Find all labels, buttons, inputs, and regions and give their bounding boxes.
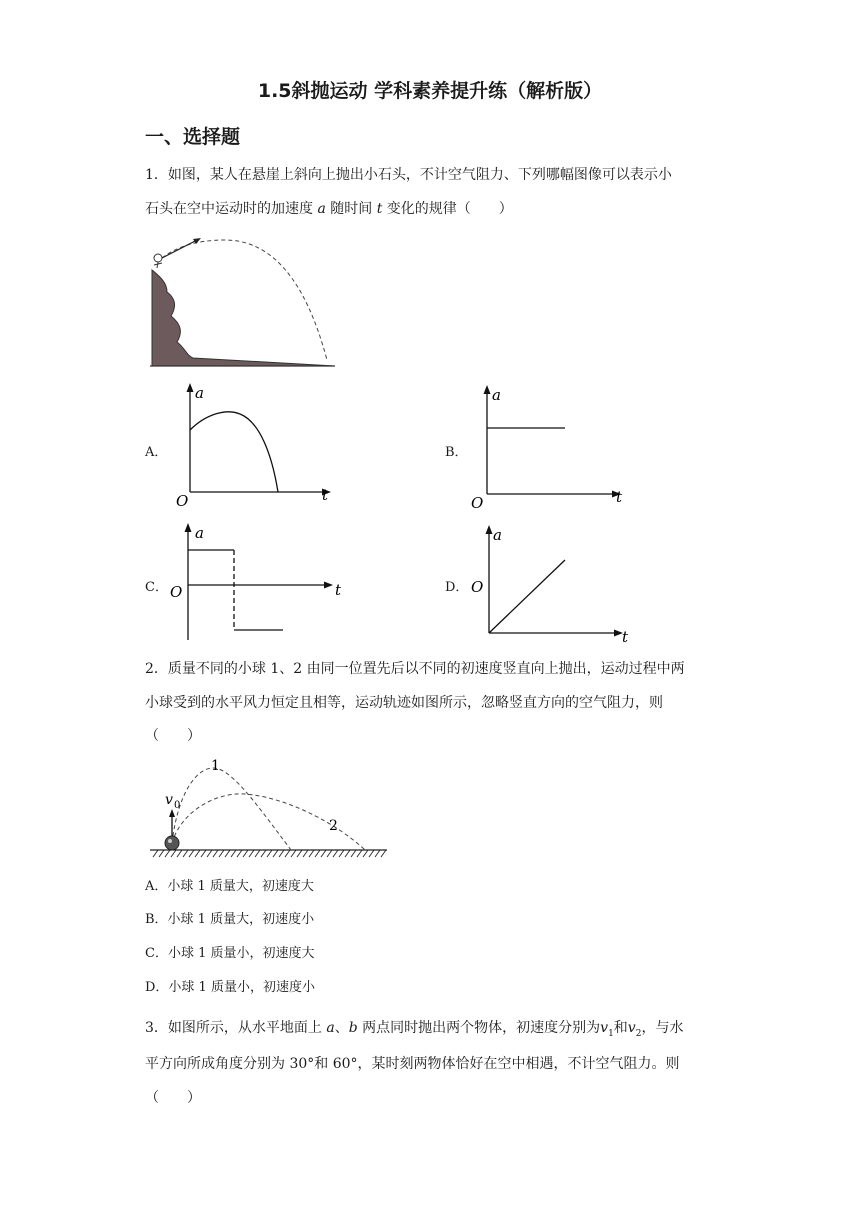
q3-stem-line3: （ ） (145, 1090, 201, 1106)
ground-hatch (207, 850, 212, 857)
q1-option-a-label[interactable]: A． (145, 445, 168, 460)
origin-label: O (176, 492, 189, 510)
q1-option-d-graph[interactable] (465, 518, 635, 648)
q2-option-a[interactable]: A．小球 1 质量大，初速度大 (145, 879, 314, 894)
v0-label: v (165, 792, 173, 808)
ground-hatch (189, 850, 194, 857)
q1-option-d-label[interactable]: D． (445, 580, 469, 595)
ground-hatch (345, 850, 350, 857)
ground-hatch (231, 850, 236, 857)
ground-hatch (303, 850, 308, 857)
ground-hatch (357, 850, 362, 857)
ground-hatch (153, 850, 158, 857)
q2-option-d[interactable]: D．小球 1 质量小，初速度小 (145, 980, 315, 995)
ground-hatch (225, 850, 230, 857)
origin-label: O (170, 583, 183, 601)
ground-hatch (159, 850, 164, 857)
q1-option-c-graph[interactable] (165, 518, 350, 643)
ground-hatch (273, 850, 278, 857)
ground-hatch (333, 850, 338, 857)
q2-stem-line1: 2．质量不同的小球 1、2 由同一位置先后以不同的初速度竖直向上抛出，运动过程中两 (145, 661, 685, 677)
ground-hatch (255, 850, 260, 857)
q3-stem-line1: 3．如图所示，从水平地面上 a、b 两点同时抛出两个物体，初速度分别为$v_1$和$v_2$，与水 (145, 1020, 684, 1039)
ground-hatch (291, 850, 296, 857)
axis-label-a: a (195, 524, 204, 542)
ground-hatch (279, 850, 284, 857)
ground-hatch (261, 850, 266, 857)
q2-trajectory-figure (145, 752, 395, 864)
origin-label: O (471, 494, 484, 512)
axis-label-t: t (616, 488, 623, 506)
trajectory-2-label: 2 (329, 818, 338, 834)
ground-hatch (201, 850, 206, 857)
q1-option-b-graph[interactable] (465, 380, 635, 515)
ground-hatch (285, 850, 290, 857)
axis-label-t: t (322, 486, 329, 504)
ground-hatch (375, 850, 380, 857)
q2-option-b[interactable]: B．小球 1 质量大，初速度小 (145, 912, 315, 927)
ground-hatch (381, 850, 386, 857)
ground-hatch (171, 850, 176, 857)
v0-subscript: 0 (174, 800, 181, 811)
ground-hatch (243, 850, 248, 857)
q1-cliff-figure (145, 232, 345, 372)
section-heading: 一、选择题 (145, 126, 241, 148)
ground-hatch (213, 850, 218, 857)
ground-hatch (177, 850, 182, 857)
q2-stem-line3: （ ） (145, 728, 201, 744)
ground-hatch (315, 850, 320, 857)
q1-option-a-graph[interactable] (170, 380, 340, 515)
ground-hatch (183, 850, 188, 857)
ground-hatch (321, 850, 326, 857)
axis-label-t: t (335, 581, 342, 599)
q2-option-c[interactable]: C．小球 1 质量小，初速度大 (145, 946, 315, 961)
axis-label-a: a (195, 384, 204, 402)
ground-hatch (309, 850, 314, 857)
ground-hatch (369, 850, 374, 857)
ground-hatch (237, 850, 242, 857)
ground-hatch (339, 850, 344, 857)
axis-label-a: a (493, 526, 502, 544)
ground-hatch (297, 850, 302, 857)
ground-hatch (219, 850, 224, 857)
q2-stem-line2: 小球受到的水平风力恒定且相等，运动轨迹如图所示，忽略竖直方向的空气阻力，则 (145, 695, 663, 711)
q1-stem-line1: 1．如图，某人在悬崖上斜向上抛出小石头，不计空气阻力、下列哪幅图像可以表示小 (145, 167, 672, 183)
ground-hatch (165, 850, 170, 857)
q1-option-b-label[interactable]: B． (445, 445, 468, 460)
ground-hatch (363, 850, 368, 857)
axis-label-a: a (492, 386, 501, 404)
ground-hatch (267, 850, 272, 857)
trajectory-1-label: 1 (211, 758, 220, 774)
origin-label: O (471, 578, 484, 596)
ground-hatch (327, 850, 332, 857)
ground-hatch (249, 850, 254, 857)
page-title: 1.5斜抛运动 学科素养提升练（解析版） (257, 80, 603, 102)
q3-stem-line2: 平方向所成角度分别为 30°和 60°，某时刻两物体恰好在空中相遇，不计空气阻力。则 (145, 1056, 680, 1072)
ground-hatch (351, 850, 356, 857)
ground-hatch (195, 850, 200, 857)
q1-stem-line2: 石头在空中运动时的加速度 a 随时间 t 变化的规律（ ） (145, 201, 513, 217)
q1-option-c-label[interactable]: C． (145, 580, 168, 595)
axis-label-t: t (622, 628, 629, 646)
